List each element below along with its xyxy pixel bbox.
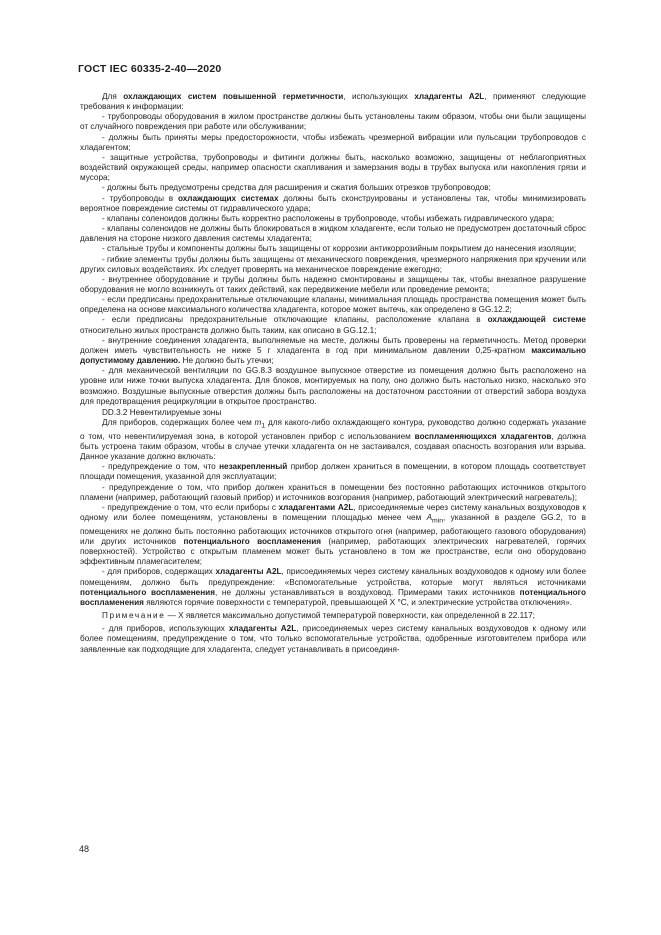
text-run: Для приборов, содержащих более чем bbox=[102, 418, 255, 427]
bold-term: максимально допустимому давлению. bbox=[80, 345, 586, 366]
bold-term: незакрепленный bbox=[219, 462, 288, 472]
document-header: ГОСТ IEC 60335-2-40—2020 bbox=[78, 63, 222, 75]
paragraph bbox=[80, 214, 586, 224]
paragraph bbox=[80, 244, 586, 254]
text-run: m bbox=[254, 418, 262, 427]
text-run: , должна быть устроена таким образом, чтобы в случае утечки хладагента он не застаивался, создавая опасность возгорания или взрыва. Данное указание должно включать: bbox=[80, 431, 587, 462]
paragraph bbox=[80, 611, 586, 621]
subscript: min bbox=[432, 517, 444, 525]
paragraph bbox=[80, 503, 586, 568]
bold-term: потенциального воспламенения bbox=[80, 587, 586, 607]
text-run: - должны быть приняты меры предосторожности, чтобы избежать чрезмерной вибрации или пульсации трубопроводов с хладагентом; bbox=[80, 132, 586, 152]
text-run: - для приборов, содержащих bbox=[102, 567, 216, 577]
text-run: , использующих bbox=[343, 92, 415, 101]
text-run: - защитные устройства, трубопроводы и фитинги должны быть, насколько возможно, защищены от неблагоприятных воздействий окружающей среды, например опасности скапливания и замерзания воды в трубах выпуска или накопления грязи и мусора; bbox=[80, 152, 586, 183]
bold-term: хладагенты A2L bbox=[228, 624, 297, 634]
bold-term: охлаждающей системе bbox=[487, 315, 586, 325]
paragraph bbox=[80, 366, 586, 407]
text-run: Не должно быть утечки; bbox=[180, 356, 274, 366]
text-run: для какого-либо охлаждающего контура, руководство должно содержать указание о том, что невентилируемая зона, в которой установлен прибор с использованием bbox=[80, 418, 587, 441]
text-run: должны быть сконструированы и установлены так, чтобы минимизировать вероятное повреждение системы от гидравлического удара; bbox=[80, 193, 587, 213]
paragraph bbox=[80, 194, 586, 214]
bold-term: потенциального воспламенения bbox=[80, 587, 215, 597]
paragraph bbox=[80, 92, 586, 112]
paragraph bbox=[80, 624, 586, 654]
text-run: Примечание bbox=[102, 611, 166, 621]
paragraph bbox=[80, 153, 586, 183]
text-run: - внутренние соединения хладагента, выполняемые на месте, должны быть проверены на герметичность. Метод проверки должен иметь чувствительность не ниже 5 г хладагента в год при минимальном давлении 0,25-кратном bbox=[80, 335, 586, 355]
text-run: - для механической вентиляции по GG.8.3 воздушное выпускное отверстие из помещения должно быть расположено на уровне или ниже точки выпуска хладагента. Для блоков, монтируемых на полу, оно должно быть настолько низко, насколько это возможно. Воздушные выпускные отверстия должны быть расположены на достаточном расстоянии от отверстий забора воздуха для предотвращения рециркуляции в открытое пространство. bbox=[80, 366, 586, 406]
text-run: - если предписаны предохранительные отключающие клапаны, минимальная площадь пространства помещения может быть определена на основе максимального количества хладагента, которое может вытечь, как определено в GG.12.2; bbox=[80, 295, 586, 315]
bold-term: хладагенты A2L bbox=[215, 567, 282, 577]
text-run: - клапаны соленоидов не должны быть блокироваться в жидком хладагенте, если только не предусмотрен достаточный сброс давления на стороне низкого давления системы хладагента; bbox=[80, 224, 586, 244]
paragraph bbox=[80, 255, 586, 275]
paragraph bbox=[80, 483, 586, 503]
paragraph bbox=[80, 112, 586, 132]
paragraph bbox=[80, 418, 586, 462]
text-run: (например, работающих электрических нагревателей, горячих поверхностей). Устройство с открытым пламенем может быть установлено в том же пространстве, если оно оборудовано эффективным пламегасителем; bbox=[80, 537, 586, 567]
text-run: , не должны устанавливаться в воздуховод. Примерами таких источников bbox=[214, 587, 520, 597]
paragraph bbox=[80, 275, 586, 295]
text-run: - гибкие элементы трубы должны быть защищены от механического повреждения, чрезмерного напряжения при кручении или других силовых воздействиях. Их следует проверять на механическое повреждение ежегодно; bbox=[80, 254, 586, 274]
text-run: - клапаны соленоидов должны быть корректно расположены в трубопроводе, чтобы избежать гидравлического удара; bbox=[102, 213, 555, 223]
text-run: — X является максимально допустимой температурой поверхности, как определенной в 22.117; bbox=[165, 611, 535, 621]
text-run: - трубопроводы в bbox=[102, 193, 178, 203]
text-run: DD.3.2 Невентилируемые зоны bbox=[102, 407, 222, 417]
text-run: - внутреннее оборудование и трубы должны быть надежно смонтированы и защищены так, чтобы внезапное разрушение оборудования не могло возникнуть от таких действий, как передвижение мебели или проведение ремонта; bbox=[80, 274, 586, 294]
text-run: прибор должен храниться в помещении, в котором площадь соответствует площади помещения, указанной для эксплуатации; bbox=[80, 462, 586, 482]
paragraph bbox=[80, 133, 586, 153]
text-run: , присоединяемые через систему канальных воздуховодов к одному или более помещениям, установлены в помещении площадью менее чем bbox=[80, 502, 586, 523]
bold-term: хладагентами A2L bbox=[278, 502, 354, 512]
text-run: - предупреждение о том, что если приборы с bbox=[102, 502, 279, 512]
paragraph bbox=[80, 462, 586, 482]
text-run: - для приборов, использующих bbox=[102, 624, 229, 634]
text-run: являются горячие поверхности с температурой, превышающей X °C, и электрические устройства отключения». bbox=[143, 597, 573, 607]
paragraph bbox=[80, 315, 586, 335]
bold-term: хладагенты A2L bbox=[414, 92, 485, 101]
text-run: , указанной в разделе GG.2, то в помещениях не должно быть постоянно работающих источников открытого огня (например, работающего газового оборудования) или других источников bbox=[80, 513, 586, 546]
subscript: 1 bbox=[261, 422, 266, 430]
bold-term: потенциального воспламенения bbox=[183, 537, 322, 546]
paragraph bbox=[80, 183, 586, 193]
text-run: относительно жилых пространств должно быть таким, как описано в GG.12.1; bbox=[80, 325, 377, 335]
paragraph bbox=[80, 224, 586, 244]
text-run: - предупреждение о том, что прибор должен храниться в помещении без постоянно работающих источников открытого пламени (например, работающий газовый прибор) и источников возгорания (например, работающий электрический нагреватель); bbox=[80, 482, 586, 502]
paragraph bbox=[80, 295, 586, 315]
paragraph bbox=[80, 567, 586, 608]
bold-term: охлаждающих систем повышенной герметичности bbox=[123, 92, 344, 101]
text-run: , применяют следующие требования к информации: bbox=[80, 92, 586, 112]
text-run: - трубопроводы оборудования в жилом пространстве должны быть установлены таким образом, чтобы они были защищены от случайного повреждения при работе или обслуживании; bbox=[80, 112, 586, 132]
paragraph bbox=[80, 336, 586, 366]
page-number: 48 bbox=[79, 844, 90, 854]
bold-term: охлаждающих системах bbox=[177, 193, 279, 203]
text-run: , присоединяемых через систему канальных воздуховодов к одному или более помещениям, предупреждение о том, что только вспомогательные устройства, одобренные изготовителем прибора или заявленные как подходящие для хладагента, следует устанавливать в присоединя- bbox=[80, 624, 586, 654]
text-run: A bbox=[426, 513, 433, 523]
text-run: - стальные трубы и компоненты должны быть защищены от коррозии антикоррозийным покрытием до нанесения изоляции; bbox=[102, 244, 577, 254]
paragraph bbox=[80, 408, 586, 418]
text-run: , присоединяемых через систему канальных воздуховодов к одному или более помещениям, должно быть предупреждение: «Вспомогательные устройства, которые могут являться источниками bbox=[80, 567, 586, 587]
text-run: Для bbox=[102, 92, 124, 101]
text-run: - должны быть предусмотрены средства для расширения и сжатия больших отрезков трубопроводов; bbox=[102, 183, 491, 193]
text-run: - если предписаны предохранительные отключающие клапаны, расположение клапана в bbox=[102, 315, 488, 325]
text-run: - предупреждение о том, что bbox=[102, 462, 220, 472]
document-body bbox=[80, 92, 586, 655]
bold-term: воспламеняющихся хладагентов bbox=[414, 431, 552, 441]
